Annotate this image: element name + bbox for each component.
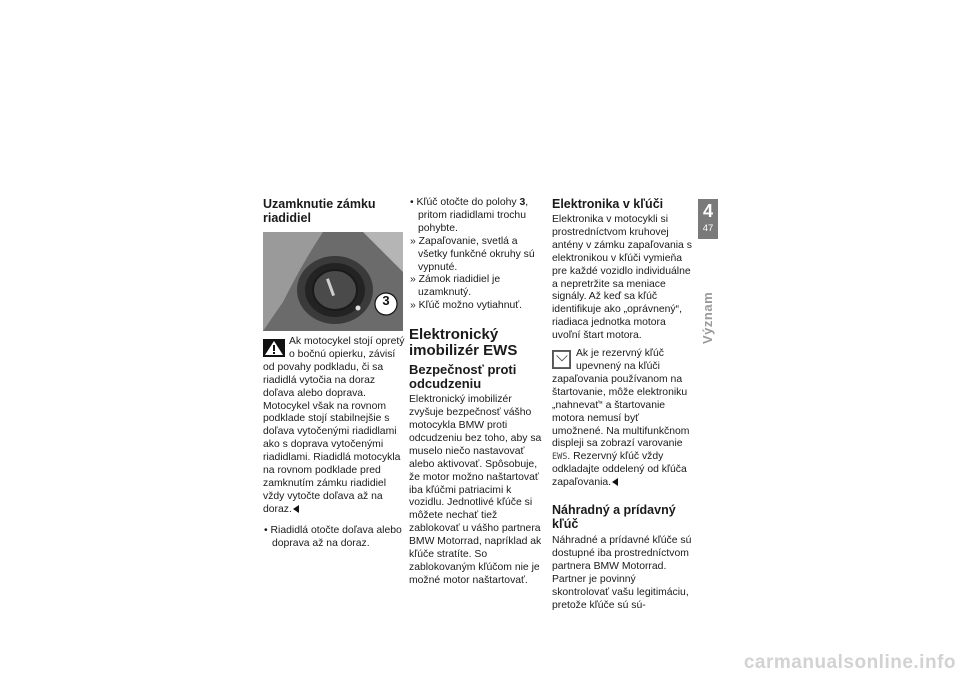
- result-item: » Zapaľovanie, svetlá a všetky funkčné okruhy sú vypnuté.: [410, 235, 535, 273]
- key-electronics-paragraph: Elektronika v motocykli si prostredníctvom kruhovej antény v zámku zapaľovania s elektronikou v kľúči vymieňa pre každé vozidlo individuálne a nepretržite sa meniace signály. Až keď sa kľúč identifikuje ako „oprávnený“, riadiaca jednotka motora uvoľní štart motora.: [552, 214, 692, 342]
- subheading-theft-protection: Bezpečnosť proti odcudzeniu: [409, 362, 517, 392]
- column-2: [409, 197, 549, 588]
- warning-paragraph: [263, 336, 406, 517]
- result-item: » Zámok riadidiel je uzamknutý.: [410, 274, 501, 299]
- warning-icon: [263, 339, 285, 357]
- section-label: Význam: [700, 291, 715, 344]
- column-3: [552, 197, 692, 612]
- spare-key-paragraph: Náhradné a prídavné kľúče sú dostupné iba prostredníctvom partnera BMW Motorrad. Partner je povinný skontrolovať vašu legitimáciu, pretože kľúče sú sú-: [552, 535, 692, 611]
- column-1: [263, 197, 406, 551]
- position-callout: 3: [382, 293, 390, 308]
- watermark: carmanualsonline.info: [743, 652, 956, 673]
- info-paragraph: Ak je rezervný kľúč upevnený na kľúči zapaľovania používanom na štartovanie, môže elektroniku „nahnevať“ a štartovanie motora nemusí byť umožnené. Na multifunkčnom displeji sa zobrazí varovanie EWS. Rezervný kľúč vždy odkladajte oddelený od kľúča zapaľovania.: [552, 348, 690, 489]
- heading-steering-lock: Uzamknutie zámku riadidiel: [263, 197, 376, 225]
- chapter-number: 4: [702, 201, 713, 221]
- chapter-tab: [698, 199, 718, 239]
- heading-ews: Elektronický imobilizér EWS: [409, 326, 518, 360]
- info-note-icon: [552, 350, 571, 369]
- end-mark-icon: [612, 478, 618, 486]
- end-mark-icon: [293, 505, 299, 513]
- ignition-lock-photo: [263, 232, 403, 331]
- list-item: • Riadidlá otočte doľava alebo doprava až na doraz.: [264, 524, 402, 549]
- heading-spare-key: Náhradný a prídavný kľúč: [552, 503, 676, 532]
- warning-text: Ak motocykel stojí opretý o bočnú opierku, závisí od povahy podkladu, či sa riadidlá vytočia na doraz doľava alebo doprava. Motocykel však na rovnom podklade stojí stabilnejšie s doľava vytočenými riadidlami ako s doprava vytočenými riadidlami. Riadidlá motocykla na rovnom podklade pred zamknutím zámku riadidiel vždy vytočte doľava až na doraz.: [263, 336, 405, 515]
- list-item: • Kľúč otočte do polohy 3, pritom riadidlami trochu pohybte.: [410, 197, 529, 234]
- heading-key-electronics: Elektronika v kľúči: [552, 197, 664, 211]
- ews-paragraph: Elektronický imobilizér zvyšuje bezpečnosť vášho motocykla BMW proti odcudzeniu bez toho, aby sa muselo niečo nastavovať alebo aktivovať. Spôsobuje, že motor možno naštartovať iba kľúčmi patriacimi k vozidlu. Jednotlivé kľúče si môžete nechať tiež zablokovať u vášho partnera BMW Motorrad, napríklad ak kľúče stratíte. So zablokovaným kľúčom nie je možné motor naštartovať.: [409, 394, 542, 586]
- result-item: » Kľúč možno vytiahnuť.: [410, 300, 523, 312]
- page-number: 47: [702, 223, 714, 234]
- ews-warning-code: EWS: [552, 452, 568, 463]
